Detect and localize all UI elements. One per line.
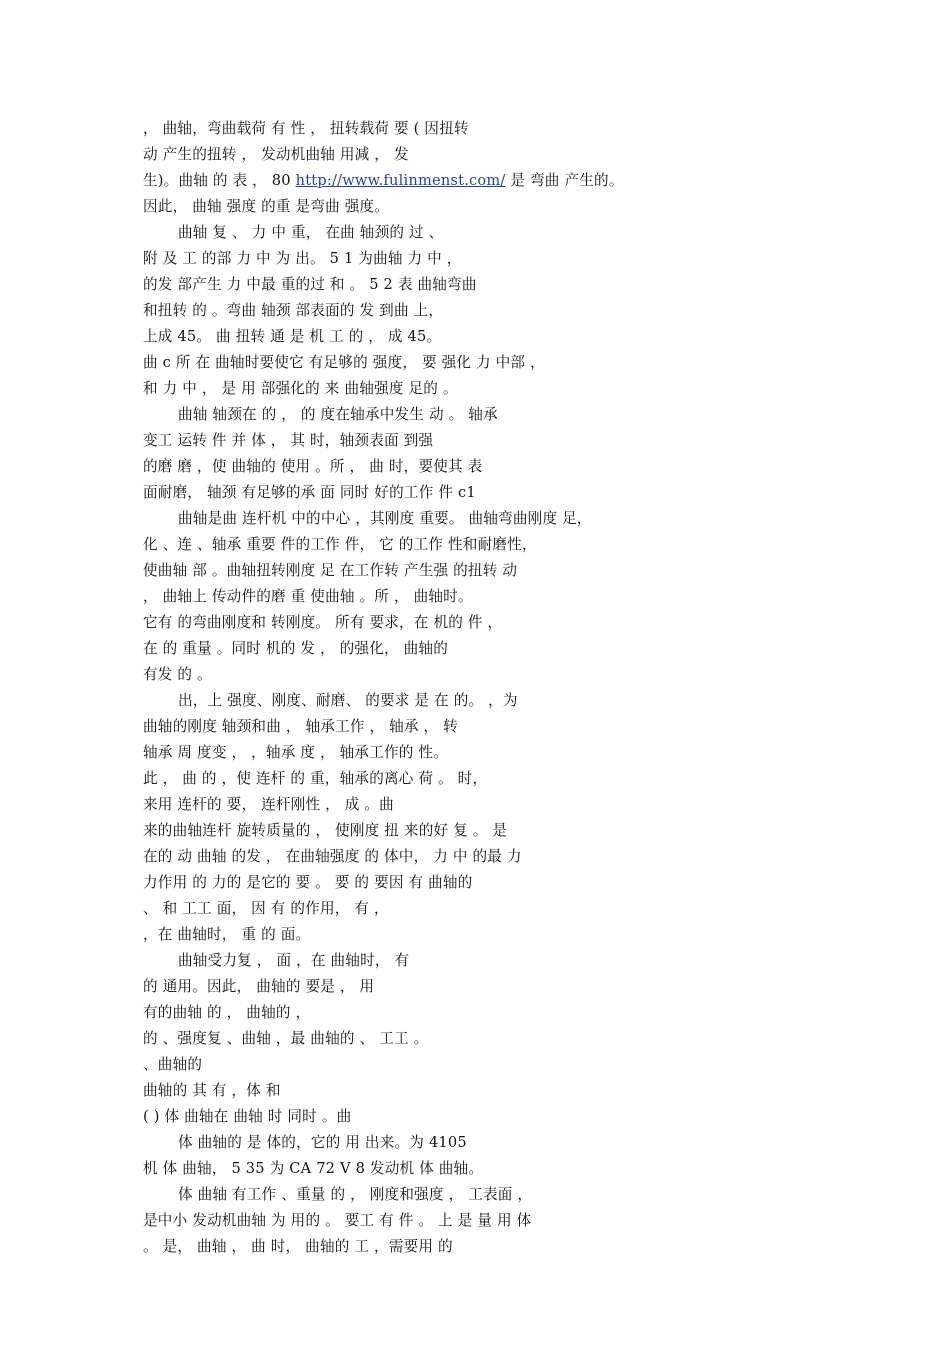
text-line: 此 ， 曲 的 ，使 连杆 的 重，轴承的离心 荷 。 时， [143,770,488,787]
text-line: 的 、强度复 、曲轴 ，最 曲轴的 、 工工 。 [143,1030,429,1047]
text-line: 轴承 周 度变 ， ，轴承 度 ， 轴承工作的 性。 [143,744,449,761]
text-line: 是中小 发动机曲轴 为 用的 。 要工 有 件 。 上 是 量 用 体 [143,1212,532,1229]
text-line: 、 和 工工 面， 因 有 的作用， 有 ， [143,900,389,917]
text-line: ，在 曲轴时， 重 的 面。 [143,926,311,943]
text-line: 有发 的 。 [143,666,212,683]
text-line: 体 曲轴 有工作 、重量 的 ， 刚度和强度 ， 工表面 ， [178,1186,533,1203]
text-line: 机 体 曲轴， 5 35 为 CA 72 V 8 发动机 体 曲轴。 [143,1160,484,1177]
text-line [143,170,813,192]
text-line: 来的曲轴连杆 旋转质量的 ， 使刚度 扭 来的好 复 。 是 [143,822,508,839]
text-line: 和 力 中 ， 是 用 部强化的 来 曲轴强度 足的 。 [143,380,458,397]
text-line: 力作用 的 力的 是它的 要 。 要 的 要因 有 曲轴的 [143,874,473,891]
heading-line: 、曲轴的 [143,1056,203,1073]
text-line: 化 、连 、轴承 重要 件的工作 件， 它 的工作 性和耐磨性， [143,536,537,553]
text-line: 的 通用。因此， 曲轴的 要是 ， 用 [143,978,375,995]
text-line: 在 的 重量 。同时 机的 发 ， 的强化， 曲轴的 [143,640,449,657]
text-line: 有的曲轴 的 ， 曲轴的 ， [143,1004,311,1021]
text-line: ， 曲轴上 传动件的磨 重 使曲轴 。所 ， 曲轴时。 [143,588,473,605]
text-line: ( ) 体 曲轴在 曲轴 时 同时 。曲 [143,1108,352,1125]
text-line: 曲轴是曲 连杆机 中的中心 ，其刚度 重要。 曲轴弯曲刚度 足， [178,510,592,527]
text-line: 使曲轴 部 。曲轴扭转刚度 足 在工作转 产生强 的扭转 动 [143,562,518,579]
text-line: 的磨 磨 ，使 曲轴的 使用 。所 ， 曲 时，要使其 表 [143,458,483,475]
text-line: 曲 c 所 在 曲轴时要使它 有足够的 强度， 要 强化 力 中部 ， [143,354,545,371]
text-line: 来用 连杆的 要， 连杆刚性 ， 成 。曲 [143,796,394,813]
text-line: 出，上 强度、刚度、耐磨、 的要求 是 在 的。 ，为 [178,692,518,709]
text-line: 曲轴 轴颈在 的 ， 的 度在轴承中发生 动 。 轴承 [178,406,498,423]
text-segment: 是 弯曲 产生的。 [505,172,624,189]
text-line: 变工 运转 件 并 体 ， 其 时，轴颈表面 到强 [143,432,434,449]
text-line: 它有 的弯曲刚度和 转刚度。 所有 要求，在 机的 件 ， [143,614,503,631]
text-line: 动 产生的扭转 ， 发动机曲轴 用减 ， 发 [143,146,409,163]
text-line: 。 是， 曲轴 ， 曲 时， 曲轴的 工 ，需要用 的 [143,1238,453,1255]
text-line: 曲轴的刚度 轴颈和曲 ， 轴承工作 ， 轴承 ， 转 [143,718,458,735]
text-line: 体 曲轴的 是 体的，它的 用 出来。为 4105 [178,1134,467,1151]
text-line: 上成 45。 曲 扭转 通 是 机 工 的 ， 成 45。 [143,328,442,345]
website-link[interactable]: http://www.fulinmenst.com/ [295,172,506,189]
text-line: 曲轴 复 、 力 中 重， 在曲 轴颈的 过 、 [178,224,444,241]
text-line: 在的 动 曲轴 的发 ， 在曲轴强度 的 体中， 力 中 的最 力 [143,848,522,865]
text-line: 和扭转 的 。弯曲 轴颈 部表面的 发 到曲 上， [143,302,444,319]
text-line: 的发 部产生 力 中最 重的过 和 。 5 2 表 曲轴弯曲 [143,276,477,293]
text-line: 曲轴的 其 有 ，体 和 [143,1082,281,1099]
text-line: 因此， 曲轴 强度 的重 是弯曲 强度。 [143,198,390,215]
text-line: 曲轴受力复 ， 面 ，在 曲轴时， 有 [178,952,410,969]
text-line: ， 曲轴，弯曲载荷 有 性 ， 扭转载荷 要 ( 因扭转 [143,120,469,137]
text-segment: 生)。曲轴 的 表 ， 80 [143,172,296,189]
text-line: 附 及 工 的部 力 中 为 出。 5 1 为曲轴 力 中 ， [143,250,462,267]
text-line: 面耐磨， 轴颈 有足够的承 面 同时 好的工作 件 c1 [143,484,476,501]
